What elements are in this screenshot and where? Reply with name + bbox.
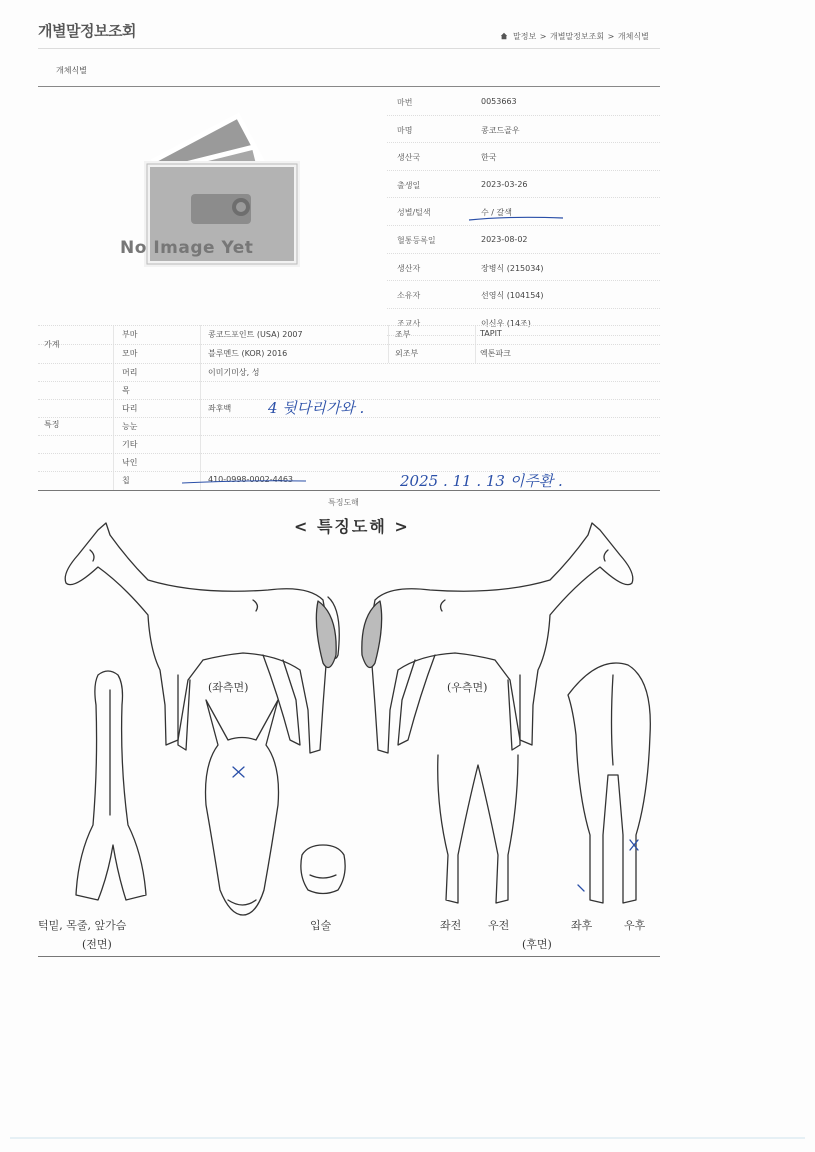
label-muzzle: 입술	[310, 919, 332, 932]
feature-label-head: 머리	[122, 368, 138, 377]
handwritten-strike	[180, 478, 310, 486]
info-row-horse-name	[387, 116, 660, 144]
info-row-country	[387, 143, 660, 171]
info-label: 생산국	[397, 153, 421, 163]
breadcrumb-item: 개체식별	[617, 32, 649, 41]
handwritten-date-signature: 2025 . 11 . 13 이주환 .	[400, 472, 563, 490]
home-icon[interactable]	[500, 32, 508, 40]
breadcrumb-item[interactable]: 개별말정보조회	[549, 32, 605, 41]
breadcrumb: 말정보 > 개별말정보조회 > 개체식별	[500, 31, 650, 42]
dam-sire-label: 외조부	[395, 349, 419, 358]
grid-divider	[113, 325, 114, 490]
info-label: 소유자	[397, 291, 421, 301]
feature-label-legs: 다리	[122, 404, 138, 413]
info-value: 0053663	[481, 97, 517, 106]
label-left-side: (좌측면)	[208, 681, 249, 694]
header-divider	[38, 48, 660, 49]
feature-label-neck: 목	[122, 386, 130, 395]
no-image-text: No Image Yet	[120, 238, 254, 258]
dam-label: 모마	[122, 349, 138, 358]
sire-label: 부마	[122, 330, 138, 339]
handwritten-leg-note: 4 뒷다리가와 .	[268, 399, 365, 417]
tab-identification[interactable]: 개체식별	[56, 66, 87, 75]
info-row-horse-number	[387, 88, 660, 116]
info-value: 수 / 갈색	[481, 208, 512, 218]
info-row-birthdate	[387, 171, 660, 199]
info-row-trainer	[387, 309, 660, 337]
info-row-breeder	[387, 254, 660, 282]
info-label: 출생일	[397, 180, 421, 190]
diagram-bottom-border	[38, 956, 660, 957]
grandsire-label: 조부	[395, 330, 411, 339]
horse-head-front-figure	[206, 700, 279, 915]
label-left-fore: 좌전	[440, 919, 462, 932]
grid-row-line	[38, 325, 660, 326]
info-row-sex-color	[387, 198, 660, 226]
tab-underline	[38, 86, 660, 87]
horse-front-legs-figure	[438, 755, 518, 903]
grid-row-line	[38, 471, 660, 472]
feature-value-chip: 410-0998-0002-4463	[208, 475, 294, 484]
label-right-fore: 우전	[488, 919, 510, 932]
info-label: 조교사	[397, 318, 421, 328]
feature-label-eyes: 능눈	[122, 422, 138, 431]
info-label: 생산자	[397, 263, 421, 273]
diagram-title: < 특징도해 >	[294, 517, 410, 536]
info-value: 2023-03-26	[481, 179, 528, 189]
feature-value-head: 이미기미상, 성	[208, 368, 260, 377]
info-value: 한국	[481, 153, 497, 163]
info-row-owner	[387, 281, 660, 309]
section-divider	[38, 490, 660, 491]
dam-sire-value[interactable]: 엑톤파크	[480, 349, 511, 358]
info-value: 2023-08-02	[481, 234, 528, 244]
horse-rear-figure	[568, 663, 650, 903]
horse-neck-chest-figure	[76, 671, 146, 900]
pedigree-group-label: 가계	[44, 340, 60, 349]
sire-value[interactable]: 콩코드포인트 (USA) 2007	[208, 330, 303, 339]
grid-row-line	[38, 344, 660, 345]
grid-row-line	[38, 453, 660, 454]
label-right-hind: 우후	[624, 919, 646, 932]
scan-edge-line	[10, 1137, 805, 1139]
info-label: 마번	[397, 98, 413, 107]
label-front-view: (전면)	[82, 938, 112, 951]
info-value: 장병식 (215034)	[481, 263, 544, 273]
grid-row-line	[38, 363, 660, 364]
label-rear-view: (후면)	[522, 938, 552, 951]
handwritten-underline	[467, 214, 567, 222]
info-value: 선영식 (104154)	[481, 291, 544, 301]
features-group-label: 특징	[44, 420, 60, 429]
horse-info-table	[387, 88, 660, 336]
info-label: 성별/털색	[397, 208, 431, 218]
grid-divider	[200, 325, 201, 490]
info-label: 마명	[397, 125, 413, 135]
dam-value[interactable]: 블루멘드 (KOR) 2016	[208, 349, 288, 358]
grandsire-value[interactable]: TAPIT	[480, 329, 502, 338]
label-left-hind: 좌후	[571, 919, 593, 932]
info-value: 콩코드골우	[481, 125, 520, 135]
feature-label-chip: 칩	[122, 476, 130, 485]
diagram-caption: 특징도해	[328, 498, 359, 507]
grid-row-line	[38, 435, 660, 436]
horse-marking-diagram	[38, 505, 660, 955]
info-label: 혈통등록일	[397, 235, 436, 245]
horse-left-side-figure	[65, 523, 339, 753]
horse-right-side-figure	[362, 523, 633, 753]
photo-placeholder-icon	[45, 94, 385, 322]
label-neck-chest: 턱밑, 목줄, 앞가슴	[38, 919, 127, 932]
info-value: 이신우 (14조)	[481, 318, 531, 328]
feature-label-brand: 낙인	[122, 458, 138, 467]
horse-muzzle-figure	[301, 845, 345, 894]
breadcrumb-item[interactable]: 말정보	[513, 32, 537, 41]
feature-value-legs: 좌후백	[208, 404, 232, 413]
horse-photo	[45, 94, 385, 322]
label-right-side: (우측면)	[447, 681, 488, 694]
info-row-registration-date	[387, 226, 660, 254]
page-title: 개별말정보조회	[38, 22, 136, 40]
grid-row-line	[38, 381, 660, 382]
feature-label-other: 기타	[122, 440, 138, 449]
